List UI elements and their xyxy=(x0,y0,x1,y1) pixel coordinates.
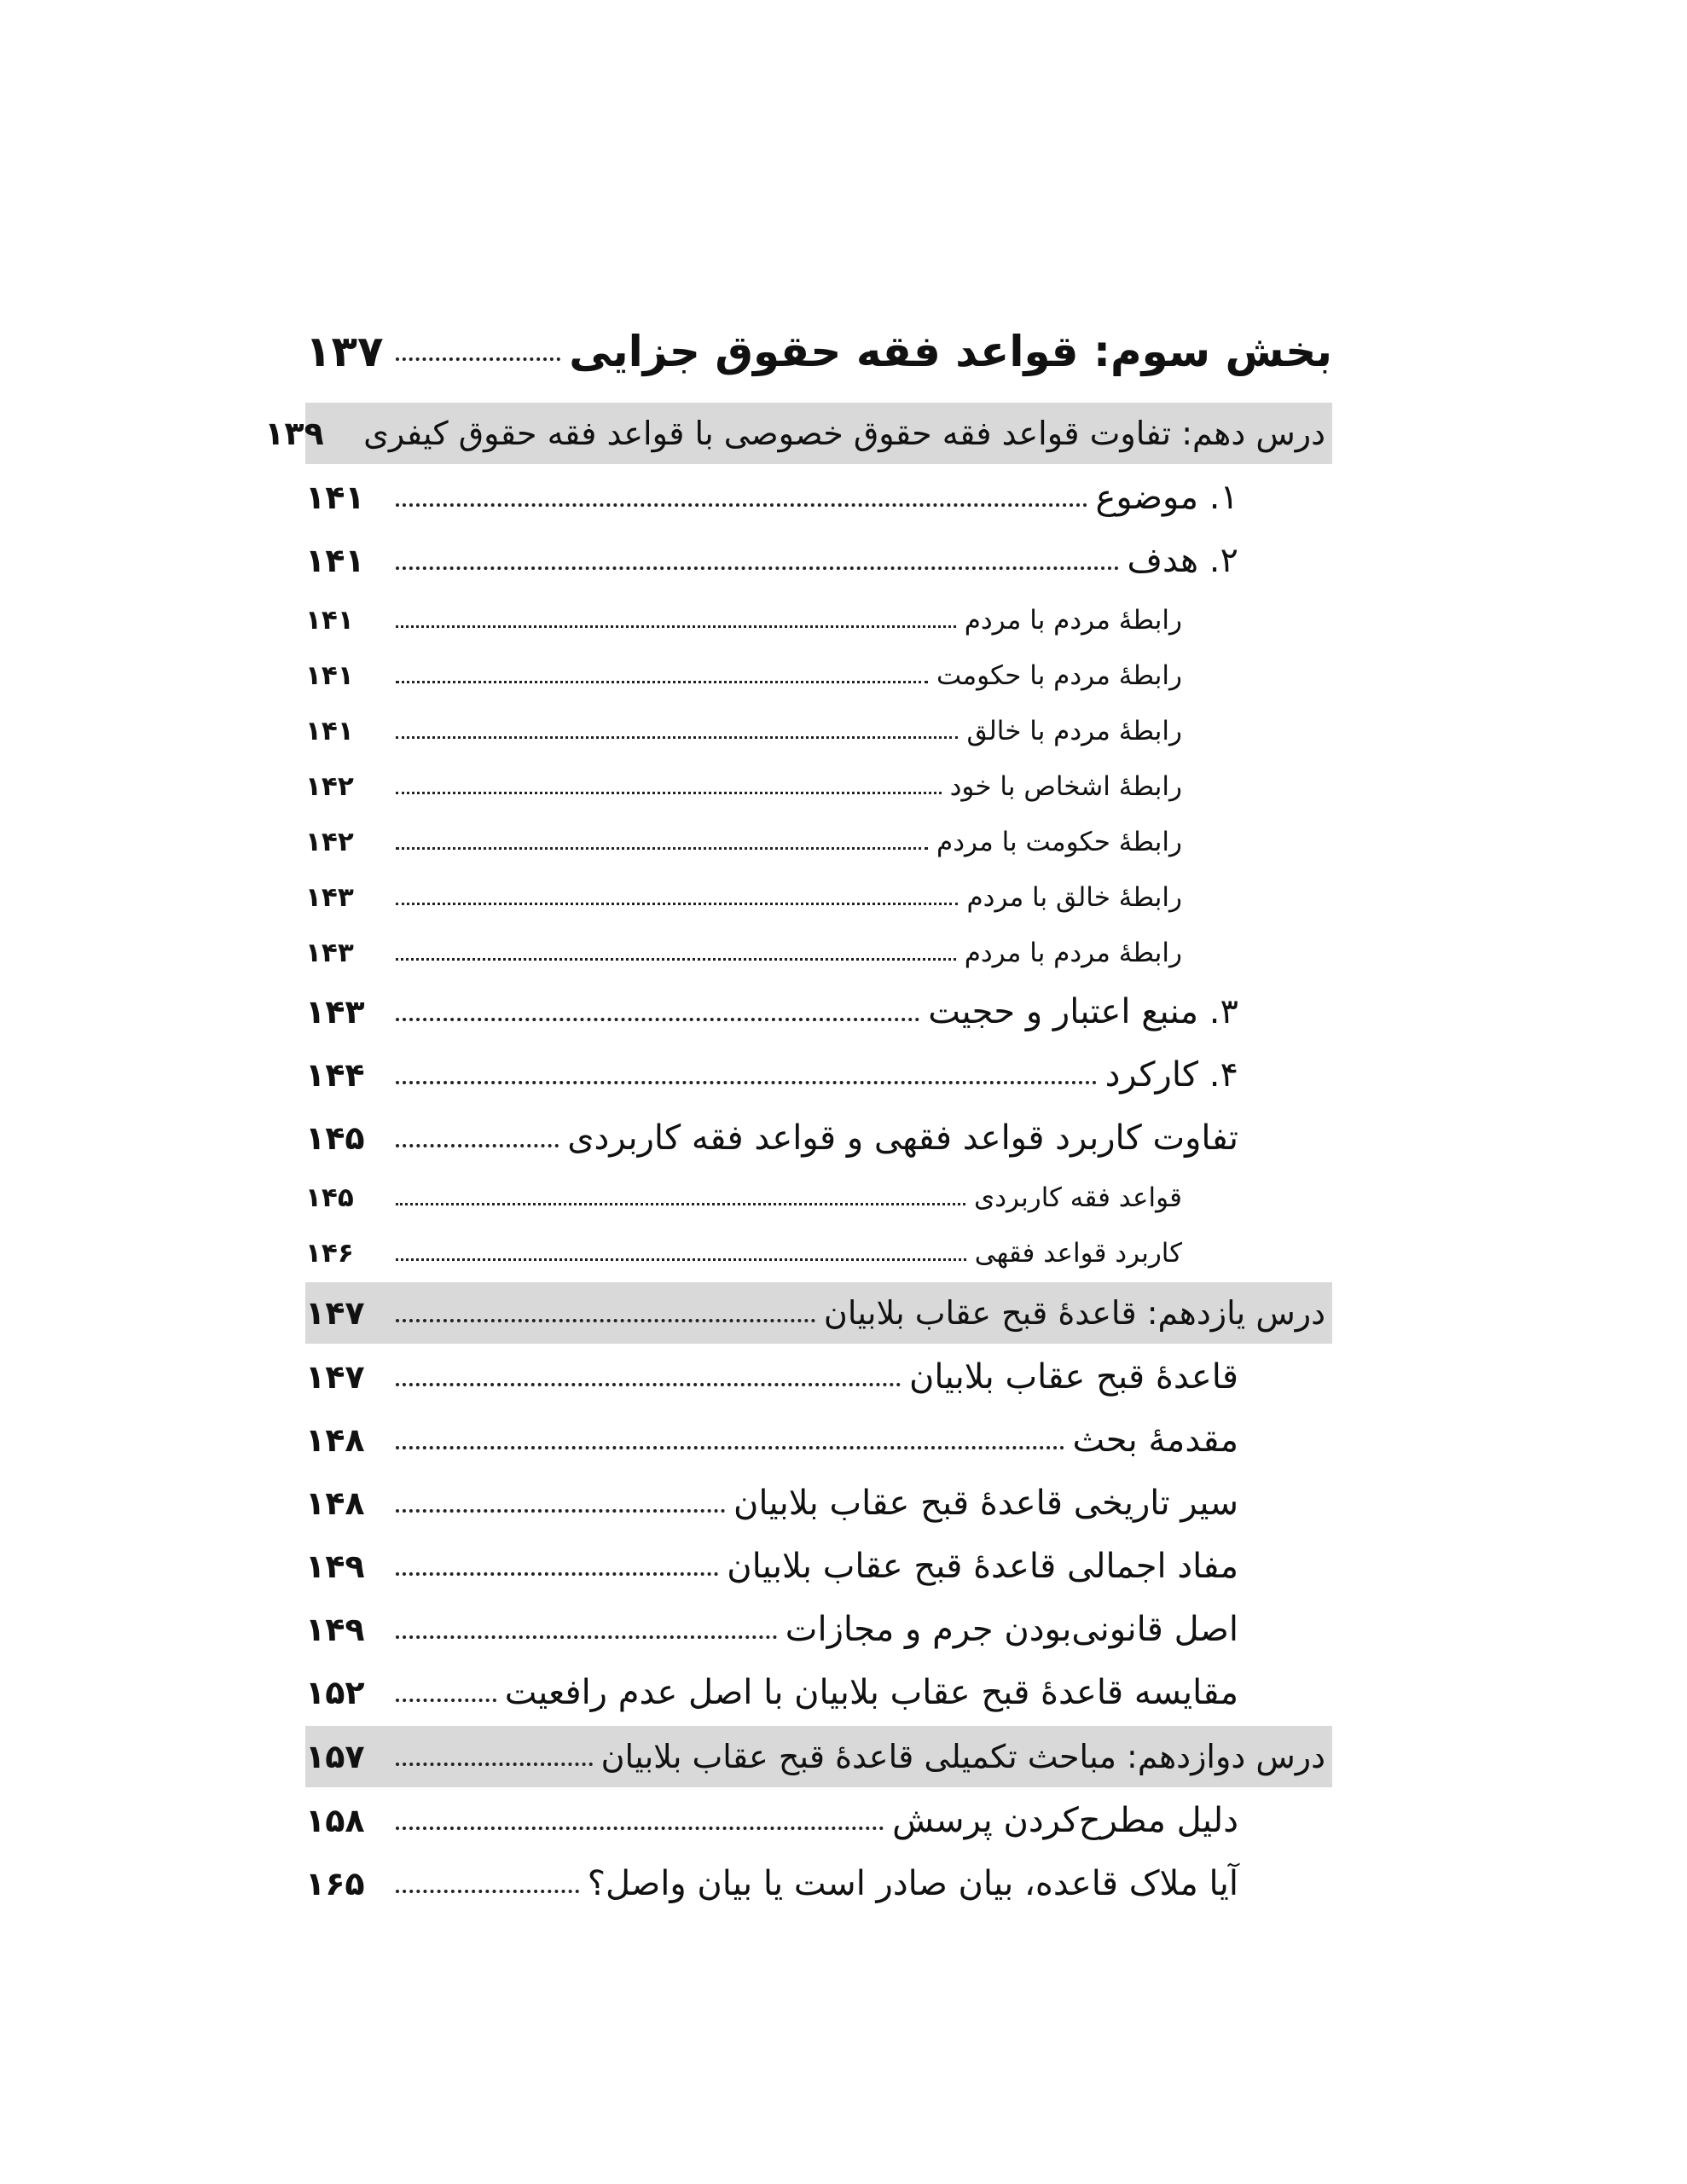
dot-leader xyxy=(396,958,956,961)
dot-leader xyxy=(396,1572,718,1576)
dot-leader xyxy=(396,566,1119,570)
entry-page-number: ۱۴۲ xyxy=(305,826,354,857)
entry-page-number: ۱۴۹ xyxy=(305,1611,365,1648)
toc-entry xyxy=(305,1535,1332,1598)
entry-title: رابطهٔ مردم با مردم xyxy=(964,604,1182,636)
toc-entry xyxy=(305,980,1332,1043)
dot-leader xyxy=(396,1827,884,1830)
toc-subentry xyxy=(305,869,1332,925)
entry-page-number: ۱۴۷ xyxy=(305,1358,365,1396)
entry-title: تفاوت کاربرد قواعد فقهی و قواعد فقه کاربردی xyxy=(567,1118,1238,1158)
dot-leader xyxy=(396,847,928,850)
dot-leader xyxy=(396,1446,1064,1449)
dot-leader xyxy=(396,681,928,683)
toc-entry xyxy=(305,1409,1332,1472)
dot-leader xyxy=(396,1018,919,1021)
dot-leader xyxy=(396,736,958,739)
dot-leader xyxy=(396,1699,496,1702)
entry-page-number: ۱۴۴ xyxy=(305,1056,365,1094)
entry-page-number: ۱۴۷ xyxy=(305,1294,365,1332)
entry-page-number: ۱۴۹ xyxy=(305,1548,365,1585)
entry-page-number: ۱۴۱ xyxy=(305,604,354,636)
entry-title: رابطهٔ مردم با خالق xyxy=(966,715,1182,746)
dot-leader xyxy=(396,357,560,361)
entry-page-number: ۱۴۵ xyxy=(305,1182,354,1213)
entry-title: درس یازدهم: قاعدهٔ قبح عقاب بلابیان xyxy=(823,1294,1325,1332)
entry-page-number: ۱۵۲ xyxy=(305,1674,365,1711)
toc-entry xyxy=(305,1107,1332,1170)
entry-title: ۳. منبع اعتبار و حجیت xyxy=(928,992,1238,1031)
entry-title: مقدمهٔ بحث xyxy=(1072,1420,1238,1460)
entry-title: درس دهم: تفاوت قواعد فقه حقوق خصوصی با قواعد فقه حقوق کیفری xyxy=(363,415,1325,452)
entry-page-number: ۱۴۲ xyxy=(305,770,354,802)
part-title: بخش سوم: قواعد فقه حقوق جزایی xyxy=(569,327,1332,376)
toc-entry xyxy=(305,1345,1332,1409)
toc-entry xyxy=(305,1472,1332,1535)
entry-title: ۲. هدف xyxy=(1127,541,1238,580)
entry-page-number: ۱۶۵ xyxy=(305,1865,365,1902)
table-of-contents xyxy=(264,307,1332,1915)
toc-subentry xyxy=(305,814,1332,869)
entry-page-number: ۱۴۸ xyxy=(305,1421,365,1459)
entry-page-number: ۱۵۸ xyxy=(305,1802,365,1839)
lesson-heading xyxy=(305,1726,1332,1787)
toc-entry xyxy=(305,1043,1332,1107)
entry-title: مفاد اجمالی قاعدهٔ قبح عقاب بلابیان xyxy=(727,1547,1238,1586)
dot-leader xyxy=(396,1203,965,1205)
toc-subentry xyxy=(305,703,1332,758)
toc-entry xyxy=(305,1852,1332,1915)
toc-entry xyxy=(305,1598,1332,1661)
entry-title: ۴. کارکرد xyxy=(1104,1055,1238,1095)
toc-entries xyxy=(264,403,1332,1915)
entry-title: قاعدهٔ قبح عقاب بلابیان xyxy=(909,1357,1238,1397)
toc-entry xyxy=(305,1661,1332,1724)
entry-page-number: ۱۴۳ xyxy=(305,881,354,913)
dot-leader xyxy=(396,625,956,628)
dot-leader xyxy=(396,1635,777,1639)
part-page-number: ۱۳۷ xyxy=(305,327,384,376)
dot-leader xyxy=(396,1509,725,1513)
entry-page-number: ۱۴۱ xyxy=(305,542,365,579)
entry-page-number: ۱۴۳ xyxy=(305,993,365,1031)
part-heading xyxy=(305,307,1332,396)
toc-subentry xyxy=(305,648,1332,703)
toc-entry xyxy=(305,1789,1332,1852)
dot-leader xyxy=(396,1763,593,1766)
dot-leader xyxy=(396,903,958,905)
entry-title: دلیل مطرح‌کردن پرسش xyxy=(892,1801,1238,1840)
lesson-heading xyxy=(305,1282,1332,1344)
entry-title: رابطهٔ خالق با مردم xyxy=(966,881,1182,913)
entry-title: آیا ملاک قاعده، بیان صادر است یا بیان واصل؟ xyxy=(587,1864,1238,1903)
lesson-heading xyxy=(264,403,1332,464)
entry-title: اصل قانونی‌بودن جرم و مجازات xyxy=(785,1610,1238,1649)
entry-page-number: ۱۴۳ xyxy=(305,937,354,968)
toc-subentry xyxy=(305,592,1332,648)
dot-leader xyxy=(396,1144,559,1147)
dot-leader xyxy=(396,1383,901,1386)
entry-title: سیر تاریخی قاعدهٔ قبح عقاب بلابیان xyxy=(733,1484,1238,1523)
dot-leader xyxy=(396,1258,966,1261)
dot-leader xyxy=(396,1081,1097,1084)
entry-page-number: ۱۴۵ xyxy=(305,1119,365,1157)
toc-entry xyxy=(305,529,1332,592)
entry-page-number: ۱۴۱ xyxy=(305,479,365,516)
entry-page-number: ۱۳۹ xyxy=(264,415,324,452)
entry-title: مقایسه قاعدهٔ قبح عقاب بلابیان با اصل عدم رافعیت xyxy=(504,1673,1238,1712)
toc-subentry xyxy=(305,758,1332,814)
entry-title: رابطهٔ اشخاص با خود xyxy=(949,770,1182,802)
entry-title: ۱. موضوع xyxy=(1095,478,1238,517)
dot-leader xyxy=(396,1319,815,1322)
entry-page-number: ۱۵۷ xyxy=(305,1738,365,1775)
entry-title: رابطهٔ مردم با حکومت xyxy=(936,659,1182,691)
entry-title: قواعد فقه کاربردی xyxy=(973,1182,1182,1213)
toc-subentry xyxy=(305,1170,1332,1225)
entry-page-number: ۱۴۱ xyxy=(305,659,354,691)
entry-title: کاربرد قواعد فقهی xyxy=(974,1237,1182,1269)
entry-page-number: ۱۴۶ xyxy=(305,1237,354,1269)
toc-subentry xyxy=(305,1225,1332,1281)
entry-title: درس دوازدهم: مباحث تکمیلی قاعدهٔ قبح عقاب بلابیان xyxy=(600,1738,1325,1775)
toc-subentry xyxy=(305,925,1332,980)
dot-leader xyxy=(396,1890,579,1893)
dot-leader xyxy=(396,503,1087,507)
entry-page-number: ۱۴۸ xyxy=(305,1484,365,1522)
toc-entry xyxy=(305,466,1332,529)
entry-title: رابطهٔ مردم با مردم xyxy=(964,937,1182,968)
entry-title: رابطهٔ حکومت با مردم xyxy=(936,826,1182,857)
entry-page-number: ۱۴۱ xyxy=(305,715,354,746)
dot-leader xyxy=(396,792,942,794)
